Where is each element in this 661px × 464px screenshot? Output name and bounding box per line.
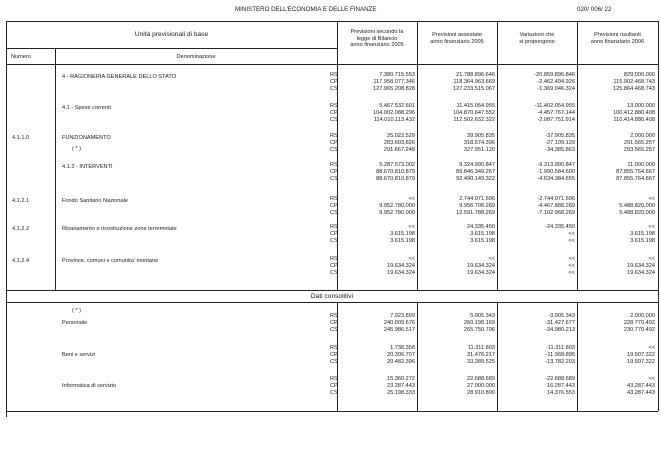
table-left-border [6,21,7,411]
value-cell: 89.846.349.267 [456,169,495,175]
col4-divider [577,21,578,290]
footer-tick [6,411,7,417]
value-cell: -11.968.895 [545,352,575,358]
value-cell: 115.902.468.743 [613,79,655,85]
col1-header: Previsioni secondo la legge di Bilancio anno finanziario 2005 [350,29,404,49]
value-cell: 23.287.443 [387,383,415,389]
value-cell: 327.951.120 [463,147,495,153]
row-type-code: CP [330,110,338,116]
value-cell: 21.788.896.646 [456,72,495,78]
value-cell: 293.565.257 [623,147,655,153]
row-label: Risanamento e ricostruzione zone terremotate [62,226,177,232]
value-cell: 33.289.525 [467,359,495,365]
row-label: FUNZIONAMENTO [62,135,111,141]
row-number: 4.1.2.4 [12,258,30,264]
row-note: ( * ) [72,146,82,152]
value-cell: 3.615.198 [630,238,655,244]
row-label: 4 - RAGIONERIA GENERALE DELLO STATO [62,74,177,80]
value-cell: 19.507.322 [627,352,655,358]
row-type-code: CP [330,79,338,85]
value-cell: 15.360.272 [387,376,415,382]
value-cell: 25.198.333 [387,390,415,396]
row-type-code: CP [330,203,338,209]
table-right-border [658,21,659,411]
row-label: 4.1.2 - INTERVENTI [62,164,113,170]
value-cell: << [648,376,655,382]
value-cell: 245.986.517 [383,327,415,333]
value-cell: 14.376.553 [547,390,575,396]
row-type-code: CP [330,169,338,175]
page-reference: 020/ 006/ 22 [577,6,612,13]
value-cell: 19.634.324 [387,270,415,276]
value-cell: -27.109.129 [545,140,575,146]
value-cell: 125.864.468.743 [613,86,655,92]
row-number: 4.1.2.2 [12,226,30,232]
value-cell: -31.427.677 [545,320,575,326]
value-cell: << [648,345,655,351]
value-cell: -11.311.803 [545,345,575,351]
value-cell: 5.905.343 [470,313,495,319]
value-cell: << [408,224,415,230]
value-cell: 3.615.198 [390,231,415,237]
value-cell: 5.488.820.000 [619,203,655,209]
consuntivi-label: Beni e servizi [62,352,96,358]
value-cell: 28.910.890 [467,390,495,396]
value-cell: -1.369.046.324 [537,86,575,92]
value-cell: 283.603.826 [383,140,415,146]
value-cell: -11.402.054.955 [534,103,575,109]
col2-divider [417,21,418,290]
value-cell: 117.958.077.346 [373,79,415,85]
value-cell: 2.000.000 [630,313,655,319]
value-cell: 24.335.450 [467,224,495,230]
row-type-code: CS [330,117,338,123]
value-cell: -1.990.584.600 [537,169,575,175]
value-cell: 7.923.899 [390,313,415,319]
row-type-code: CP [330,352,338,358]
value-cell: 11.000.000 [627,162,655,168]
value-cell: 39.905.835 [467,133,495,139]
value-cell: << [408,196,415,202]
value-cell: 127.233.515.067 [453,86,495,92]
value-cell: 7.380.715.553 [379,72,415,78]
numero-column-divider [55,48,56,290]
value-cell: 230.770.492 [623,327,655,333]
value-cell: -9.313.990.847 [537,162,575,168]
value-cell: 19.634.324 [627,270,655,276]
value-cell: 19.507.322 [627,359,655,365]
value-cell: 20.482.396 [387,359,415,365]
row-type-code: CS [330,327,338,333]
value-cell: 228.770.492 [623,320,655,326]
col3-header: Variazioni che si propongono [519,32,555,45]
value-cell: -2.744.071.606 [537,196,575,202]
value-cell: 829.000.000 [623,72,655,78]
col3-divider [497,21,498,290]
value-cell: 12.591.788.269 [456,210,495,216]
row-type-code: RS [330,376,338,382]
value-cell: 318.574.396 [463,140,495,146]
value-cell: 88.670.810.879 [376,169,415,175]
row-type-code: CS [330,176,338,182]
consuntivi-label: Informatica di servizio [62,383,117,389]
value-cell: 11.311.803 [467,345,495,351]
value-cell: 9.952.780.000 [379,203,415,209]
value-cell: 2.744.071.606 [459,196,495,202]
row-type-code: CS [330,147,338,153]
header-bottom-border [6,64,658,65]
value-cell: 118.364.963.669 [453,79,495,85]
value-cell: 3.615.198 [390,238,415,244]
col2-header: Previsioni assestate anno finanziario 2005 [430,32,484,45]
value-cell: 3.615.198 [470,238,495,244]
value-cell: << [568,238,575,244]
value-cell: 104.002.088.296 [373,110,415,116]
row-type-code: CS [330,359,338,365]
row-type-code: CS [330,238,338,244]
value-cell: << [408,256,415,262]
row-type-code: RS [330,162,338,168]
row-type-code: RS [330,196,338,202]
value-cell: << [568,256,575,262]
value-cell: 19.634.324 [467,270,495,276]
consuntivi-label: Personale [62,320,88,326]
row-number: 4.1.2.1 [12,198,30,204]
numero-header: Numero [11,54,31,60]
value-cell: 25.022.529 [387,133,415,139]
row-type-code: RS [330,313,338,319]
value-cell: -2.462.494.926 [537,79,575,85]
value-cell: 43.287.443 [627,390,655,396]
value-cell: 27.000.000 [467,383,495,389]
table-top-border [6,21,658,22]
value-cell: 22.688.689 [467,376,495,382]
value-cell: << [648,196,655,202]
value-cell: 265.750.706 [463,327,495,333]
row-type-code: RS [330,72,338,78]
value-cell: 240.009.676 [383,320,415,326]
consuntivi-bottom-border [6,302,658,303]
value-cell: -24.335.450 [545,224,575,230]
value-cell: << [568,263,575,269]
row-type-code: CS [330,210,338,216]
ministry-title: MINISTERO DELL'ECONOMIA E DELLE FINANZE [235,6,377,13]
value-cell: 9.956.708.269 [459,203,495,209]
row-type-code: CS [330,390,338,396]
value-cell: -34.980.213 [545,327,575,333]
value-cell: << [568,231,575,237]
table-bottom-border [6,411,658,412]
value-cell: << [568,270,575,276]
value-cell: 9.324.990.847 [459,162,495,168]
value-cell: 19.634.324 [467,263,495,269]
value-cell: -13.782.203 [545,359,575,365]
value-cell: << [488,256,495,262]
value-cell: 2.000.000 [630,133,655,139]
value-cell: 5.488.820.000 [619,210,655,216]
row-type-code: CP [330,231,338,237]
value-cell: 16.287.443 [547,383,575,389]
value-cell: 114.010.113.432 [373,117,415,123]
value-cell: -4.467.888.269 [537,203,575,209]
value-cell: -4.457.767.144 [537,110,575,116]
value-cell: 110.414.880.408 [613,117,655,123]
value-cell: 13.000.000 [627,103,655,109]
value-cell: 104.870.647.552 [453,110,495,116]
value-cell: 19.634.324 [387,263,415,269]
value-cell: 1.738.358 [390,345,415,351]
value-cell: 31.476.217 [467,352,495,358]
value-cell: 87.855.764.667 [616,169,655,175]
value-cell: 20.306.707 [387,352,415,358]
row-type-code: RS [330,133,338,139]
denominazione-header: Denominazione [176,54,216,60]
consuntivi-top-border [6,290,658,291]
value-cell: 92.490.149.322 [456,176,495,182]
col4-header: Previsioni risultanti anno finanziario 2006 [590,32,645,45]
value-cell: << [648,256,655,262]
row-label: 4.1 - Spese correnti [62,105,111,111]
row-type-code: CP [330,383,338,389]
value-cell: 5.467.532.601 [379,103,415,109]
value-cell: 127.965.208.828 [373,86,415,92]
row-note: ( * ) [72,308,82,314]
value-cell: -20.859.896.846 [534,72,575,78]
value-cell: 291.565.257 [623,140,655,146]
value-cell: -7.102.968.269 [537,210,575,216]
value-cell: -3.905.343 [548,313,575,319]
row-type-code: RS [330,103,338,109]
row-label: Fondo Sanitario Nazionale [62,198,128,204]
row-type-code: CS [330,270,338,276]
value-cell: -34.385.863 [545,147,575,153]
value-cell: << [648,224,655,230]
value-cell: 260.198.169 [463,320,495,326]
value-cell: 100.412.880.408 [613,110,655,116]
value-cell: -2.087.751.914 [537,117,575,123]
row-type-code: RS [330,256,338,262]
value-cell: 5.287.573.002 [379,162,415,168]
row-type-code: CS [330,86,338,92]
row-type-code: CP [330,263,338,269]
value-cell: 87.855.764.667 [616,176,655,182]
value-cell: 88.670.810.879 [376,176,415,182]
row-type-code: CP [330,140,338,146]
value-cell: 43.287.443 [627,383,655,389]
value-cell: 11.415.054.955 [456,103,495,109]
value-cell: 3.615.198 [630,231,655,237]
row-number: 4.1.1.0 [12,135,30,141]
value-cell: -22.688.689 [545,376,575,382]
value-cell: 112.502.632.322 [453,117,495,123]
row-type-code: CP [330,320,338,326]
value-cell: -4.634.384.655 [537,176,575,182]
row-type-code: RS [330,345,338,351]
values-column-divider [337,21,338,290]
row-label: Province, comuni e comunita' montane [62,258,159,264]
value-cell: -37.905.835 [545,133,575,139]
value-cell: 9.952.780.000 [379,210,415,216]
value-cell: 3.615.198 [470,231,495,237]
value-cell: 291.667.248 [383,147,415,153]
row-type-code: RS [330,224,338,230]
unita-header: Unità previsionali di base [134,31,209,38]
value-cell: 19.634.324 [627,263,655,269]
consuntivi-title: Dati consolitivi [310,293,354,300]
